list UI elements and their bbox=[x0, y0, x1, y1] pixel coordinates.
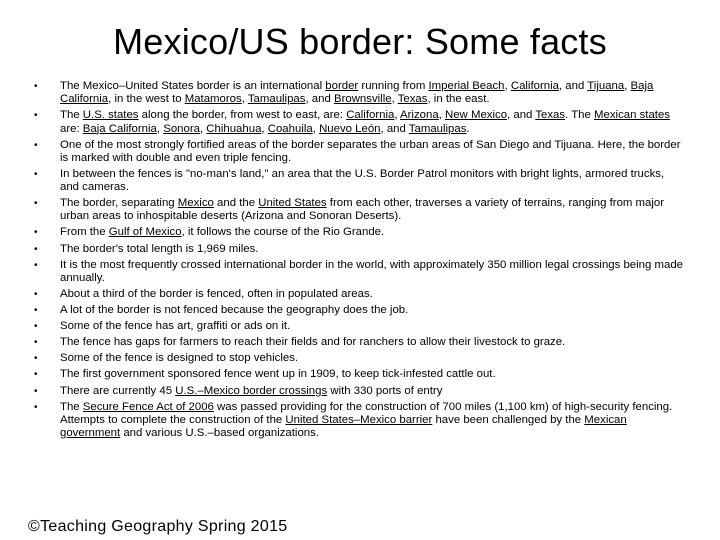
text-segment: It is the most frequently crossed international border in the world, with approximately 350 million legal crossings being made annually. bbox=[60, 258, 684, 284]
hyperlink[interactable]: U.S.–Mexico border crossings bbox=[175, 384, 328, 397]
bullet-text bbox=[60, 385, 442, 397]
hyperlink[interactable]: Texas bbox=[535, 109, 566, 122]
text-segment: Some of the fence is designed to stop vehicles. bbox=[60, 352, 299, 365]
text-segment: , bbox=[241, 93, 248, 106]
text-segment: , in the west to bbox=[108, 93, 185, 106]
hyperlink[interactable]: New Mexico bbox=[445, 109, 508, 122]
slide-title: Mexico/US border: Some facts bbox=[113, 21, 607, 62]
bullet-item bbox=[24, 320, 684, 333]
bullet-text bbox=[60, 320, 290, 332]
hyperlink[interactable]: United States–Mexico barrier bbox=[285, 413, 433, 426]
bullet-marker: • bbox=[34, 227, 38, 239]
bullet-text bbox=[60, 197, 664, 222]
hyperlink[interactable]: Mexico bbox=[177, 197, 214, 210]
hyperlink[interactable]: Mexican states bbox=[594, 109, 670, 122]
text-segment: , bbox=[261, 122, 268, 135]
bullet-item bbox=[24, 243, 684, 256]
text-segment: The border, separating bbox=[60, 197, 178, 210]
bullet-marker: • bbox=[34, 198, 38, 210]
bullet-marker: • bbox=[34, 385, 38, 397]
text-segment: From the bbox=[60, 226, 109, 239]
text-segment: , bbox=[394, 109, 401, 122]
bullet-marker: • bbox=[34, 353, 38, 365]
text-segment: , bbox=[391, 93, 398, 106]
bullet-item bbox=[24, 288, 684, 301]
text-segment: There are currently 45 bbox=[60, 384, 176, 397]
text-segment: One of the most strongly fortified areas of the border separates the urban areas of San Diego and Tijuana. Here, the border is marked with double and even triple fencing. bbox=[60, 138, 681, 164]
text-segment: The bbox=[60, 400, 83, 413]
bullet-item bbox=[24, 168, 684, 194]
bullet-item bbox=[24, 352, 684, 365]
bullet-item bbox=[24, 304, 684, 317]
bullet-item bbox=[24, 259, 684, 285]
text-segment: , it follows the course of the Rio Grande. bbox=[181, 226, 385, 239]
bullet-text bbox=[60, 109, 670, 134]
bullet-text bbox=[60, 288, 373, 300]
hyperlink[interactable]: Gulf of Mexico bbox=[108, 226, 182, 239]
bullet-item bbox=[24, 226, 684, 239]
bullet-item bbox=[24, 385, 684, 398]
hyperlink[interactable]: Tamaulipas bbox=[247, 93, 306, 106]
bullet-text bbox=[60, 226, 384, 238]
hyperlink[interactable]: Baja California bbox=[60, 80, 654, 106]
text-segment: are: bbox=[60, 122, 83, 135]
hyperlink[interactable]: Texas bbox=[397, 93, 428, 106]
hyperlink[interactable]: Chihuahua bbox=[206, 122, 262, 135]
text-segment: running from bbox=[358, 80, 429, 92]
text-segment: , bbox=[312, 122, 320, 135]
bullet-text bbox=[60, 139, 681, 164]
text-segment: The Mexico–United States border is an international bbox=[60, 80, 326, 92]
text-segment: , bbox=[438, 109, 445, 122]
hyperlink[interactable]: Tamaulipas bbox=[408, 122, 467, 135]
text-segment: . The bbox=[565, 109, 595, 122]
hyperlink[interactable]: Secure Fence Act of 2006 bbox=[82, 400, 214, 413]
text-segment: and various U.S.–based organizations. bbox=[120, 427, 319, 440]
text-segment: , bbox=[504, 80, 511, 92]
bullet-marker: • bbox=[34, 81, 38, 92]
hyperlink[interactable]: Mexican government bbox=[60, 413, 627, 440]
bullet-marker: • bbox=[34, 168, 38, 180]
text-segment: A lot of the border is not fenced because the geography does the job. bbox=[60, 304, 409, 317]
text-segment: The first government sponsored fence went up in 1909, to keep tick-infested cattle out. bbox=[60, 368, 496, 381]
text-segment: In between the fences is "no-man's land," an area that the U.S. Border Patrol monitors with bright lights, armored trucks, and cameras. bbox=[60, 167, 665, 194]
bullet-marker: • bbox=[34, 337, 38, 349]
hyperlink[interactable]: California bbox=[346, 109, 395, 122]
text-segment: The fence has gaps for farmers to reach their fields and for ranchers to allow their livestock to graze. bbox=[60, 336, 566, 349]
text-segment: The bbox=[60, 109, 83, 122]
hyperlink[interactable]: Imperial Beach bbox=[428, 80, 505, 92]
hyperlink[interactable]: Matamoros bbox=[184, 93, 242, 106]
text-segment: along the border, from west to east, are: bbox=[138, 109, 347, 122]
bullet-item bbox=[24, 139, 684, 165]
text-segment: Some of the fence has art, graffiti or ads on it. bbox=[60, 320, 291, 333]
text-segment: , and bbox=[558, 80, 588, 92]
text-segment: , bbox=[156, 122, 164, 135]
facts-bullet-list bbox=[24, 80, 684, 443]
text-segment: About a third of the border is fenced, often in populated areas. bbox=[60, 287, 373, 300]
bullet-item bbox=[24, 401, 684, 441]
hyperlink[interactable]: Tijuana bbox=[587, 80, 625, 92]
bullet-marker: • bbox=[34, 139, 38, 151]
text-segment: The border's total length is 1,969 miles. bbox=[60, 242, 259, 255]
bullet-marker: • bbox=[34, 321, 38, 333]
text-segment: was passed providing for the construction of 700 miles (1,100 km) of high-security fencing. Attempts to complete the construction of the bbox=[60, 400, 673, 426]
bullet-marker: • bbox=[34, 110, 38, 122]
text-segment: , and bbox=[380, 122, 409, 135]
footer-credit: ©Teaching Geography Spring 2015 bbox=[28, 518, 288, 535]
text-segment: . bbox=[466, 122, 470, 135]
bullet-text bbox=[60, 168, 664, 193]
text-segment: have been challenged by the bbox=[432, 413, 585, 426]
bullet-text bbox=[60, 259, 683, 284]
hyperlink[interactable]: United States bbox=[258, 197, 327, 210]
bullet-item bbox=[24, 109, 684, 135]
bullet-marker: • bbox=[34, 401, 38, 413]
text-segment: from each other, traverses a variety of terrains, ranging from major urban areas to inhospitable deserts (Arizona and Sonoran Deserts). bbox=[60, 197, 665, 223]
text-segment: with 330 ports of entry bbox=[327, 384, 443, 397]
bullet-item bbox=[24, 336, 684, 349]
bullet-marker: • bbox=[34, 305, 38, 317]
bullet-item bbox=[24, 368, 684, 381]
bullet-text bbox=[60, 243, 258, 255]
bullet-marker: • bbox=[34, 259, 38, 271]
text-segment: , and bbox=[305, 93, 334, 106]
bullet-text bbox=[60, 368, 496, 380]
hyperlink[interactable]: border bbox=[325, 80, 359, 92]
hyperlink[interactable]: Sonora bbox=[163, 122, 200, 135]
bullet-item bbox=[24, 80, 684, 106]
text-segment: , in the east. bbox=[427, 93, 490, 106]
bullet-text bbox=[60, 304, 408, 316]
bullet-text bbox=[60, 352, 298, 364]
hyperlink[interactable]: Coahuila bbox=[267, 122, 313, 135]
bullet-marker: • bbox=[34, 288, 38, 300]
hyperlink[interactable]: Nuevo León bbox=[319, 122, 381, 135]
bullet-item bbox=[24, 197, 684, 223]
bullet-marker: • bbox=[34, 369, 38, 381]
bullet-text bbox=[60, 336, 565, 348]
text-segment: , and bbox=[507, 109, 536, 122]
hyperlink[interactable]: California bbox=[510, 80, 559, 92]
bullet-marker: • bbox=[34, 243, 38, 255]
bullet-text bbox=[60, 401, 672, 439]
hyperlink[interactable]: Baja California bbox=[82, 122, 157, 135]
hyperlink[interactable]: Arizona bbox=[400, 109, 439, 122]
hyperlink[interactable]: Brownsville bbox=[333, 93, 392, 106]
hyperlink[interactable]: U.S. states bbox=[82, 109, 139, 122]
text-segment: , bbox=[624, 80, 631, 92]
text-segment: and the bbox=[213, 197, 259, 210]
bullet-text bbox=[60, 80, 653, 105]
text-segment: , bbox=[199, 122, 207, 135]
